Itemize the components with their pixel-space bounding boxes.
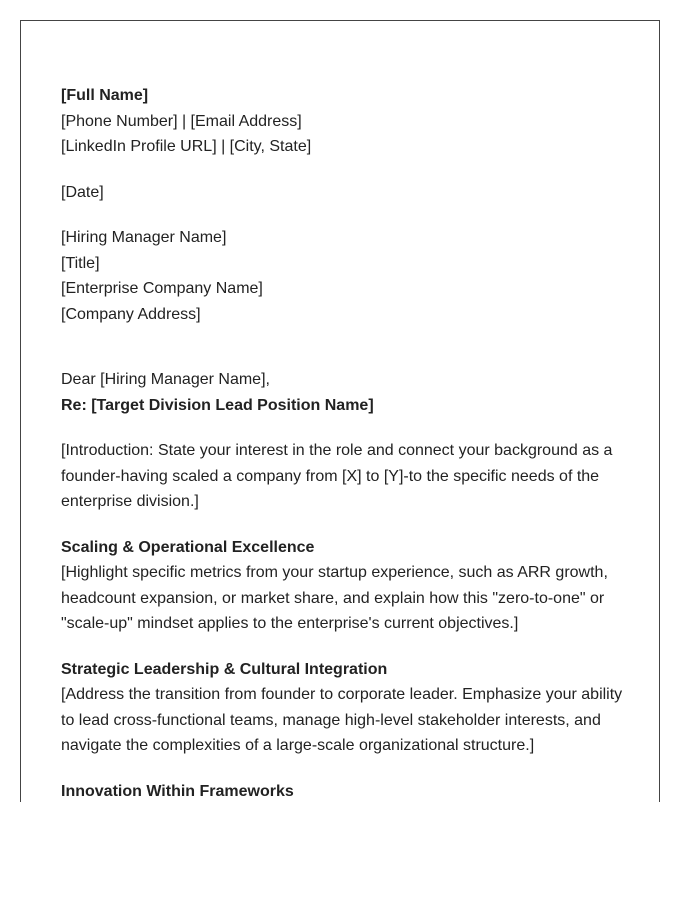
document-page [20, 20, 660, 802]
salutation: Dear [Hiring Manager Name], [61, 371, 270, 388]
spacer [61, 327, 626, 367]
section-body: [Highlight specific metrics from your startup experience, such as ARR growth, headcount expansion, or market share, and explain how this "zero-to-one" or "scale-up" mindset applies to the enterprise's current objectives.] [61, 564, 608, 632]
sender-name: [Full Name] [61, 87, 149, 104]
spacer [61, 418, 626, 438]
spacer [61, 160, 626, 180]
section-heading: Innovation Within Frameworks [61, 782, 294, 800]
subject-line: Re: [Target Division Lead Position Name] [61, 396, 374, 414]
letter-date: [Date] [61, 183, 104, 201]
section-heading: Strategic Leadership & Cultural Integration [61, 660, 388, 678]
recipient-name: [Hiring Manager Name] [61, 229, 227, 246]
spacer [61, 637, 626, 657]
recipient-address: [Company Address] [61, 305, 201, 323]
section-heading: Scaling & Operational Excellence [61, 538, 315, 556]
sender-contact-line-2: [LinkedIn Profile URL] | [City, State] [61, 138, 312, 155]
sender-contact-line-1: [Phone Number] | [Email Address] [61, 112, 302, 130]
recipient-company: [Enterprise Company Name] [61, 280, 263, 297]
spacer [61, 759, 626, 779]
cover-letter [61, 83, 626, 802]
intro-paragraph: [Introduction: State your interest in the role and connect your background as a founder-having scaled a company from [X] to [Y]-to the specific needs of the enterprise division.] [61, 442, 613, 510]
spacer [61, 205, 626, 225]
section-body: [Address the transition from founder to corporate leader. Emphasize your ability to lead cross-functional teams, manage high-level stakeholder interests, and navigate the complexities of a large-scale organizational structure.] [61, 686, 623, 754]
recipient-title: [Title] [61, 254, 100, 272]
spacer [61, 515, 626, 535]
